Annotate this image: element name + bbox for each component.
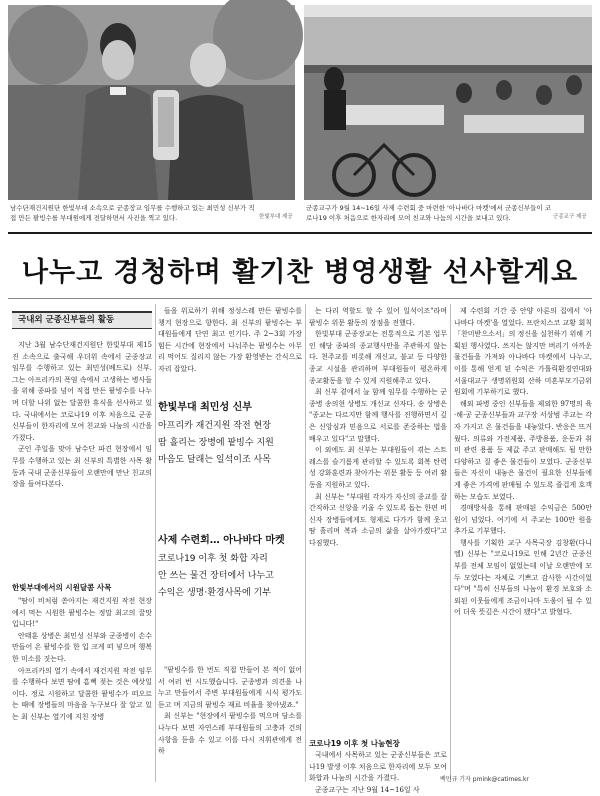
- paragraph: 지난 3월 남수단재건지원단 한빛부대 제15진 소속으로 출국해 우더위 속에서 군종장교 임무를 수행하고 있는 최민성(베드로) 신부. 그는 아프리카의 폭염 속에서 고생하는 병사들을 위해 종파를 넘어 직접 만든 팥빙수를 나누며 더할 나위 없는 달콤한 휴식을 선사하고 있다. 국내에서는 코로나19 이후 처음으로 군종신부들이 한자리에 모여 친교와 나눔의 시간을 가졌다.: [12, 341, 152, 442]
- paragraph: 군인 주일을 맞아 남수단 파견 현장에서 임무를 수행하고 있는 최 신부의 특별한 사목 활동과 국내 군종신부들이 오랜만에 만난 친교의 장을 들여다본다.: [12, 445, 152, 489]
- paragraph: 행사를 기획한 교구 사목국장 김창환(다니엘) 신부는 "코로나19로 인해 2년간 군종신부를 전체 모임이 없었는데 이날 오랜만에 모두 모였다는 자체로 기쁘고 감사한 시간이었다"며 "특히 신부들의 나눔이 환경 보호와 소외된 이웃들에게 조금이나마 도움이 될 수 있어 더욱 뜻깊은 시간이 됐다"고 밝혔다.: [454, 538, 592, 617]
- paragraph: 안태훈 상병은 최민성 신부와 군종병이 손수 만들어 온 팥빙수를 한 입 크게 떠 넣으며 행복한 미소를 짓는다.: [12, 631, 152, 663]
- photo-chaplain-bingsu: [8, 5, 295, 200]
- photo-anabada-market: [304, 5, 592, 200]
- pull-quote-line: 아프리카 재건지원 작전 현장: [158, 421, 271, 431]
- article-column-2-top: [158, 306, 302, 388]
- pull-quote-title: 한빛부대 최민성 신부: [158, 402, 252, 413]
- article-column-3b: [309, 750, 447, 794]
- photo-chaplain-bingsu-image: [8, 5, 295, 200]
- paragraph: 최 신부는 "현장에서 팥빙수를 먹으며 담소를 나누다 보면 자연스레 부대원들의 고충과 건의사항을 듣을 수 있고 이를 다시 지휘관에게 전하: [158, 712, 302, 756]
- paragraph: 해외 파병 중인 신부들을 제외한 97명의 육·해·공 군종신부들과 교구장 서상범 주교는 각자 가지고 온 물건들을 내놓았다. 반응은 뜨거웠다. 의류와 가전제품, 주방용품, 운동과 취미 관련 용품 등 제값 주고 판매해도 될 만한 다양하고 질 좋은 물건들이 모였다. 군종신부들은 자신이 내놓은 물건이 필요한 신부들에게 좋은 가격에 판매될 수 있도록 즐겁게 호객하는 모습도 보였다.: [454, 399, 592, 501]
- paragraph: 는 다리 역할도 할 수 있어 일석이조"라며 팥빙수 위문 활동의 장점을 전했다.: [309, 307, 447, 327]
- byline: 백민규 기자 pmink@catimes.kr: [440, 776, 529, 783]
- paragraph: 제 수련회 기간 중 안양 아론의 집에서 '아나바다 마켓'을 열었다. 프란치스코 교황 회칙 「찬미받으소서」의 정신을 실천하기 위해 기획된 행사였다. 쓰지는 않지만 버리기 아까운 물건들을 가져와 아나바다 마켓에서 나누고, 이를 통해 얻게 된 수익은 가톨릭환경연대와 서울대교구 생명위원회 산하 미혼부모기금위원회에 기부하기로 했다.: [454, 307, 592, 397]
- photo-anabada-market-image: [304, 5, 592, 200]
- article-column-2-bottom: [158, 665, 302, 784]
- pull-quote-title: 사제 수련회… 아나바다 마켓: [158, 535, 285, 546]
- article-column-4: [454, 306, 592, 774]
- column-divider: [155, 304, 156, 782]
- headline-rule: [8, 298, 592, 299]
- photo-left-caption: 남수단재건지원단 한빛부대 소속으로 군종장교 임무를 수행하고 있는 최민성 신부가 직접 만든 팥빙수를 부대원에게 전달하면서 사진을 찍고 있다.: [10, 204, 255, 222]
- page-title: 나누고 경청하며 활기찬 병영생활 선사할게요: [21, 257, 579, 288]
- paragraph: 최 신부 곁에서 늘 함께 임무를 수행하는 군종병 송의현 상병도 개신교 신자다. 송 상병은 "종교는 다르지만 함께 행사를 진행하면서 깊은 신앙심과 믿음으로 서로를 존중하는 법을 배우고 있다"고 말했다.: [309, 388, 447, 443]
- subheading-hanbit: 한빛부대에서의 시원달콤 사목: [12, 583, 112, 592]
- pull-quote-hanbit: [158, 400, 302, 469]
- paragraph: 군종교구는 지난 9월 14~16일 사: [315, 785, 420, 794]
- paragraph: 국내에서 사목하고 있는 군종신부들은 코로나19 발생 이후 처음으로 한자리에 모두 모여 화합과 나눔의 시간을 가졌다.: [309, 751, 447, 783]
- pull-quote-anabada: [158, 533, 302, 602]
- subheading-covid: 코로나19 이후 첫 나눔현장: [309, 739, 400, 748]
- column-divider: [450, 304, 451, 782]
- photo-right-caption: 군종교구가 9월 14~16일 사제 수련회 중 마련한 '아나바다 마켓'에서 군종신부들이 코로나19 이후 처음으로 한자리에 모여 친교와 나눔의 시간을 보내고 있다.: [306, 204, 552, 222]
- paragraph: "땀이 비처럼 쏟아지는 재건지원 작전 현장에서 먹는 시원한 팥빙수는 정말 최고의 꿀맛입니다!": [12, 597, 152, 629]
- photo-left-credit: 한빛부대 제공: [259, 214, 293, 220]
- article-column-1b: [12, 596, 152, 784]
- column-divider: [305, 304, 306, 782]
- paragraph: 들을 위로하기 위해 정성스레 만든 팥빙수를 챙겨 현장으로 향한다. 최 신부의 팥빙수는 부대원들에게 단연 최고 인기다. 주 2~3회 가장 힘든 시간에 현장에서 나눠주는 팥빙수는 아무리 먹어도 질리지 않는 가장 환영받는 간식으로 자리 잡았다.: [158, 307, 302, 373]
- section-title: 국내외 군종신부들의 활동: [12, 311, 152, 329]
- paragraph: 최 신부는 "부대원 각자가 자신의 종교를 잘 간직하고 신앙을 키울 수 있도록 돕는 한편 비신자 장병들에게도 형제로 다가가 함께 웃고 땀 흘리며 복과 소금의 삶을 살아가겠다"고 다짐했다.: [309, 492, 447, 547]
- photo-right-credit: 군종교구 제공: [553, 214, 587, 220]
- paragraph: 이 외에도 최 신부는 부대원들이 겪는 스트레스를 슬기롭게 관리할 수 있도록 회복 탄력성 강화훈련과 찾아가는 위문 활동 등 여러 활동을 지원하고 있다.: [309, 446, 447, 489]
- pull-quote-line: 안 쓰는 물건 장터에서 나누고: [158, 571, 274, 581]
- top-rule: [8, 232, 592, 234]
- pull-quote-line: 땀 흘리는 장병에 팥빙수 지원: [158, 438, 274, 448]
- article-column-1: [12, 340, 152, 585]
- paragraph: 아프리카의 열기 속에서 재건지원 작전 임무를 수행하다 보면 땀에 흠뻑 젖는 것은 예삿일이다. 정로 시원하고 달콤한 팥빙수가 떠오르는 때에 장병들의 마음을 누구보다 잘 알고 있는 최 신부는 열기에 지친 장병: [12, 666, 152, 721]
- paragraph: 경매방식을 통해 판매된 수익금은 500만 원이 넘었다. 여기에 서 주교는 100만 원을 추가로 기부했다.: [454, 504, 592, 536]
- paragraph: 한빛부대 군종장교는 전통적으로 기본 업무인 해당 종파의 종교행사만을 주관하지 않는다. 천주교를 비롯해 개신교, 불교 등 다양한 종교 시설을 관리하며 부대원들이 평온하게 종교활동을 할 수 있게 지원해주고 있다.: [309, 330, 447, 385]
- paragraph: "팥빙수를 한 번도 직접 만들어 본 적이 없어서 여러 번 시도했습니다. 군종병과 의견을 나누고 만들어서 주변 부대원들에게 시식 평가도 듣고 며 지금의 팥빙수 재료 비율을 찾아냈죠.": [158, 666, 302, 709]
- pull-quote-line: 수익은 생명·환경사목에 기부: [158, 588, 271, 598]
- article-column-3: [309, 306, 447, 736]
- pull-quote-line: 코로나19 이후 첫 화합 자리: [158, 554, 268, 564]
- pull-quote-line: 마음도 달래는 일석이조 사목: [158, 455, 271, 465]
